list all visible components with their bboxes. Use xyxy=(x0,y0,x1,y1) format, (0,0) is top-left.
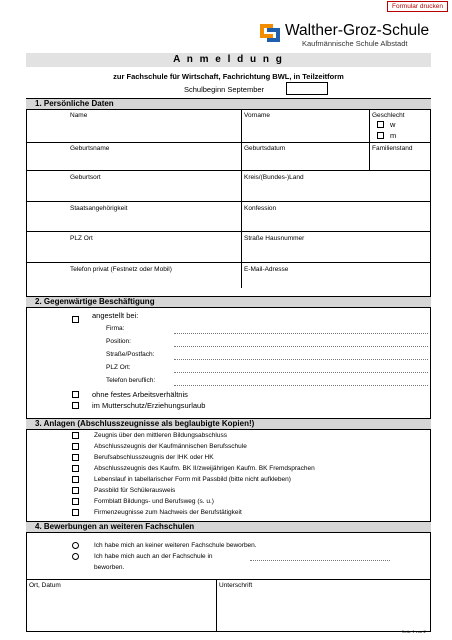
row-divider xyxy=(26,262,431,263)
strasse-postfach-label: Straße/Postfach: xyxy=(106,351,155,358)
beworben-label: beworben. xyxy=(94,564,125,571)
geschlecht-label: Geschlecht xyxy=(372,112,405,119)
anlage-label: Firmenzeugnisse zum Nachweis der Berufstätigkeit xyxy=(94,509,242,516)
familienstand-field[interactable]: Familienstand xyxy=(372,145,413,152)
section-4-title: 4. Bewerbungen an weiteren Fachschulen xyxy=(35,522,195,531)
ohne-arbeitsverhaeltnis-label: ohne festes Arbeitsverhältnis xyxy=(92,390,188,399)
angestellt-checkbox[interactable] xyxy=(72,316,79,323)
plz-ort-label: PLZ Ort: xyxy=(106,364,131,371)
strasse-field[interactable]: Straße Hausnummer xyxy=(244,235,305,242)
column-divider xyxy=(369,110,370,170)
schulbeginn-input[interactable] xyxy=(286,82,328,95)
school-logo-icon xyxy=(258,22,280,44)
geburtsdatum-field[interactable]: Geburtsdatum xyxy=(244,145,286,152)
weitere-bewerbung-radio[interactable] xyxy=(72,553,79,560)
strasse-postfach-input[interactable] xyxy=(174,359,428,360)
anlage-label: Abschlusszeugnis der Kaufmännischen Berufsschule xyxy=(94,443,247,450)
school-subtitle: Kaufmännische Schule Albstadt xyxy=(302,39,408,48)
gender-m-checkbox[interactable] xyxy=(377,132,384,139)
anlage-label: Passbild für Schülerausweis xyxy=(94,487,176,494)
anlage-label: Lebenslauf in tabellarischer Form mit Passbild (bitte nicht aufkleben) xyxy=(94,476,291,483)
mutterschutz-checkbox[interactable] xyxy=(72,402,79,409)
keine-bewerbung-radio[interactable] xyxy=(72,542,79,549)
row-divider xyxy=(26,170,431,171)
geburtsort-field[interactable]: Geburtsort xyxy=(70,174,101,181)
ort-datum-field[interactable]: Ort, Datum xyxy=(29,582,61,589)
firma-label: Firma: xyxy=(106,325,125,332)
gender-w-checkbox[interactable] xyxy=(377,121,384,128)
anlage-label: Berufsabschlusszeugnis der IHK oder HK xyxy=(94,454,214,461)
email-field[interactable]: E-Mail-Adresse xyxy=(244,266,289,273)
section-1-title: 1. Persönliche Daten xyxy=(35,99,114,108)
column-divider xyxy=(216,579,217,632)
gender-w-label: w xyxy=(390,120,396,129)
section-2-title: 2. Gegenwärtige Beschäftigung xyxy=(35,297,155,306)
vorname-field[interactable]: Vorname xyxy=(244,112,271,119)
anlage-checkbox[interactable] xyxy=(72,465,79,472)
unterschrift-field[interactable]: Unterschrift xyxy=(219,582,253,589)
mutterschutz-label: im Mutterschutz/Erziehungsurlaub xyxy=(92,401,206,410)
anlage-checkbox[interactable] xyxy=(72,476,79,483)
name-field[interactable]: Name xyxy=(70,112,88,119)
staatsangehoerigkeit-field[interactable]: Staatsangehörigkeit xyxy=(70,205,128,212)
kreis-field[interactable]: Kreis/(Bundes-)Land xyxy=(244,174,304,181)
anlage-checkbox[interactable] xyxy=(72,509,79,516)
row-divider xyxy=(26,579,431,580)
keine-bewerbung-label: Ich habe mich an keiner weiteren Fachschule beworben. xyxy=(94,542,257,549)
school-name: Walther-Groz-Schule xyxy=(285,22,430,39)
form-title: A n m e l d u n g xyxy=(173,54,284,65)
position-input[interactable] xyxy=(174,346,428,347)
anlage-checkbox[interactable] xyxy=(72,487,79,494)
anlage-label: Formblatt Bildungs- und Berufsweg (s. u.) xyxy=(94,498,214,505)
anlage-checkbox[interactable] xyxy=(72,498,79,505)
anlage-label: Zeugnis über den mittleren Bildungsabschluss xyxy=(94,432,227,439)
anlage-checkbox[interactable] xyxy=(72,443,79,450)
telefon-beruflich-input[interactable] xyxy=(174,385,428,386)
fachschule-ort-input[interactable] xyxy=(250,560,390,561)
geburtsname-field[interactable]: Geburtsname xyxy=(70,145,110,152)
position-label: Position: xyxy=(106,338,131,345)
gender-m-label: m xyxy=(390,131,397,140)
form-subtitle: zur Fachschule für Wirtschaft, Fachrichtung BWL, in Teilzeitform xyxy=(113,72,344,81)
ohne-arbeitsverhaeltnis-checkbox[interactable] xyxy=(72,391,79,398)
angestellt-label: angestellt bei: xyxy=(92,311,139,320)
firma-input[interactable] xyxy=(174,333,428,334)
section-3-title: 3. Anlagen (Abschlusszeugnisse als beglaubigte Kopien!) xyxy=(35,419,255,428)
row-divider xyxy=(26,142,431,143)
weitere-bewerbung-label: Ich habe mich auch an der Fachschule in xyxy=(94,553,213,560)
print-form-button[interactable]: Formular drucken xyxy=(387,1,448,12)
row-divider xyxy=(26,201,431,202)
telefon-field[interactable]: Telefon privat (Festnetz oder Mobil) xyxy=(70,266,172,273)
plz-ort-field[interactable]: PLZ Ort xyxy=(70,235,93,242)
plz-ort-input[interactable] xyxy=(174,372,428,373)
row-divider xyxy=(26,231,431,232)
page-number: Seite 1 von 2 xyxy=(402,629,426,634)
anlage-checkbox[interactable] xyxy=(72,454,79,461)
anlage-label: Abschlusszeugnis des Kaufm. BK II/zweijährigen Kaufm. BK Fremdsprachen xyxy=(94,465,315,472)
anlage-checkbox[interactable] xyxy=(72,432,79,439)
konfession-field[interactable]: Konfession xyxy=(244,205,277,212)
schulbeginn-label: Schulbeginn September xyxy=(184,85,265,94)
telefon-beruflich-label: Telefon beruflich: xyxy=(106,377,156,384)
